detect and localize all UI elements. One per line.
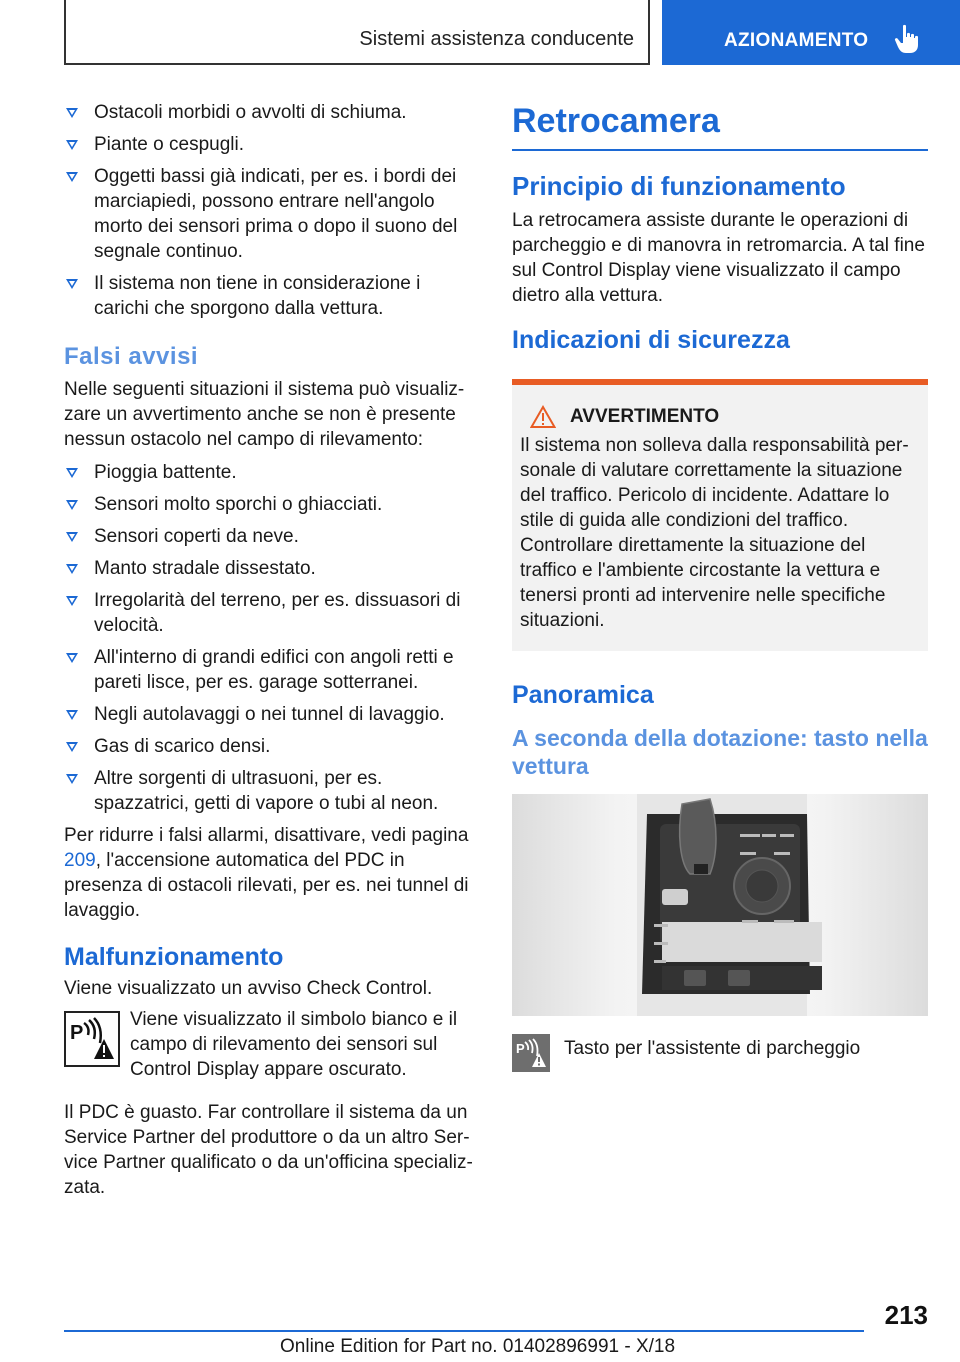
- pdc-warning-icon: [64, 1011, 120, 1067]
- falsi-avvisi-heading: Falsi avvisi: [64, 343, 199, 370]
- list-item: Piante o cespugli.: [64, 132, 480, 157]
- list-item: Sensori molto sporchi o ghiacciati.: [64, 492, 480, 517]
- list-item: Manto stradale dissestato.: [64, 556, 480, 581]
- warning-label: AVVERTIMENTO: [570, 406, 720, 427]
- bullet-triangle-icon: [66, 140, 78, 150]
- header-chapter-tab: [662, 0, 960, 65]
- bullet-triangle-icon: [66, 564, 78, 574]
- right-column: [512, 100, 928, 1072]
- bullet-triangle-icon: [66, 500, 78, 510]
- false-alarms-list: [64, 460, 480, 816]
- malfunzionamento-intro: Viene visualizzato un avviso Check Control.: [64, 978, 433, 999]
- panoramica-heading: Panoramica: [512, 681, 654, 709]
- parking-assistant-button-icon: [512, 1034, 550, 1072]
- bullet-triangle-icon: [66, 774, 78, 784]
- reduce-false-alarms-text: Per ridurre i falsi allarmi, disattivare, vedi pagina 209, l'accensione automatica del PDC in presenza di ostacoli rilevati, per es. nei tunnel di lavaggio.: [64, 825, 469, 921]
- pointing-hand-icon: [894, 24, 920, 54]
- bullet-triangle-icon: [66, 108, 78, 118]
- bullet-triangle-icon: [66, 596, 78, 606]
- list-item: Ostacoli morbidi o avvolti di schiuma.: [64, 100, 480, 125]
- dotazione-heading: A seconda della dotazione: tasto nella vettura: [512, 725, 928, 779]
- bullet-triangle-icon: [66, 532, 78, 542]
- list-item: Pioggia battente.: [64, 460, 480, 485]
- list-item: Gas di scarico densi.: [64, 734, 480, 759]
- list-item: Irregolarità del terreno, per es. dissuasori di velocità.: [64, 588, 480, 638]
- pdc-symbol-description: Viene visualizzato il simbolo bianco e il campo di rilevamento dei sensori sul Control Display appare oscurato.: [130, 1009, 458, 1080]
- page-reference-link[interactable]: 209: [64, 850, 96, 871]
- bullet-triangle-icon: [66, 172, 78, 182]
- svg-text:P: P: [70, 1022, 84, 1044]
- header-section-title: Sistemi assistenza conducente: [359, 28, 634, 50]
- bullet-triangle-icon: [66, 742, 78, 752]
- footer-edition: Online Edition for Part no. 01402896991 - X/18: [280, 1336, 676, 1357]
- caption-text: Tasto per l'assistente di parcheggio: [564, 1038, 861, 1059]
- list-item: Negli autolavaggi o nei tunnel di lavaggio.: [64, 702, 480, 727]
- bullet-triangle-icon: [66, 710, 78, 720]
- footer-divider: [64, 1330, 864, 1332]
- list-item: Il sistema non tiene in considerazione i carichi che sporgono dalla vettura.: [64, 271, 480, 321]
- list-item: Oggetti bassi già indicati, per es. i bordi dei marciapiedi, possono entrare nell'angolo morto dei sensori prima o dopo il suono del segnale continuo.: [64, 164, 480, 264]
- retrocamera-heading: Retrocamera: [512, 102, 928, 151]
- header-chapter-title: AZIONAMENTO: [724, 30, 869, 51]
- warning-title-row: [520, 405, 920, 429]
- malfunzionamento-outro: Il PDC è guasto. Far controllare il sistema da un Service Partner del produttore o da un altro Service Partner qualificato o da un'officina specializzata.: [64, 1102, 473, 1198]
- bullet-triangle-icon: [66, 653, 78, 663]
- center-console-photo: [512, 794, 928, 1016]
- header-section-box: [64, 0, 650, 65]
- limits-list: [64, 100, 480, 321]
- warning-box: [512, 379, 928, 651]
- caption-row: [512, 1034, 928, 1072]
- list-item: All'interno di grandi edifici con angoli retti e pareti lisce, per es. garage sotterranei.: [64, 645, 480, 695]
- sicurezza-heading: Indicazioni di sicurezza: [512, 326, 790, 354]
- svg-text:P: P: [516, 1041, 525, 1056]
- warning-triangle-icon: [530, 405, 556, 429]
- bullet-triangle-icon: [66, 468, 78, 478]
- malfunzionamento-heading: Malfunzionamento: [64, 943, 284, 971]
- principio-text: La retrocamera assiste durante le operazioni di parcheggio e di manovra in retromarcia. A tal fine sul Control Display viene visualizzato il campo dietro alla vettura.: [512, 210, 925, 306]
- list-item: Altre sorgenti di ultrasuoni, per es. spazzatrici, getti di vapore o tubi al neon.: [64, 766, 480, 816]
- left-column: [64, 100, 480, 1200]
- principio-heading: Principio di funzionamento: [512, 171, 846, 201]
- falsi-avvisi-intro: Nelle seguenti situazioni il sistema può visualizzare un avvertimento anche se non è presente nessun ostacolo nel campo di rilevamento:: [64, 379, 465, 450]
- page-number: 213: [884, 1300, 928, 1330]
- warning-text: Il sistema non solleva dalla responsabilità personale di valutare correttamente la situazione del traffico. Pericolo di incidente. Adattare lo stile di guida alle condizioni del traffico. Controllare direttamente la situazione del traffico e l'ambiente circostante la vettura e tenersi pronti ad intervenire nelle specifiche situazioni.: [520, 435, 909, 631]
- pdc-symbol-row: [64, 1007, 480, 1082]
- bullet-triangle-icon: [66, 279, 78, 289]
- list-item: Sensori coperti da neve.: [64, 524, 480, 549]
